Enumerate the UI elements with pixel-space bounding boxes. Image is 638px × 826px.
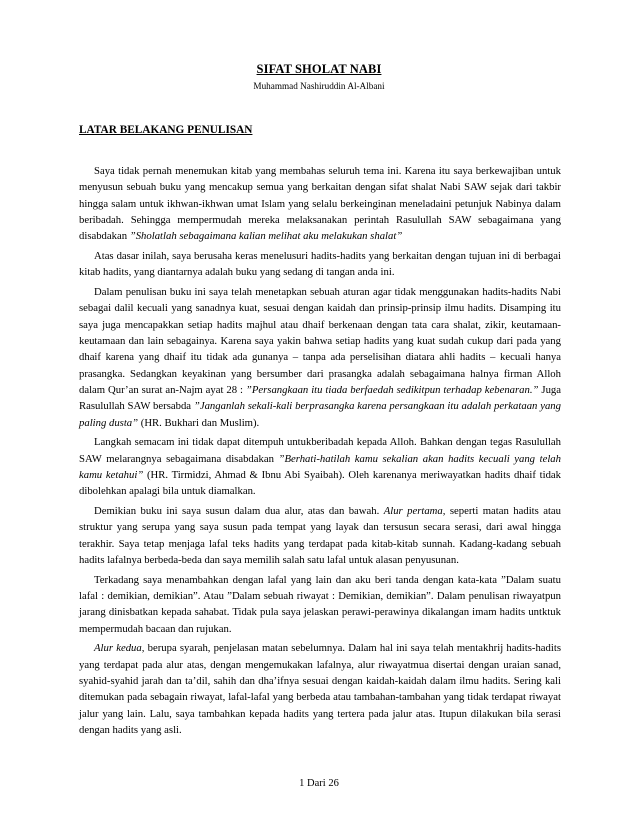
document-author: Muhammad Nashiruddin Al-Albani bbox=[253, 81, 385, 91]
document-title: SIFAT SHOLAT NABI bbox=[256, 62, 382, 76]
text-run: (HR. Bukhari dan Muslim). bbox=[138, 416, 260, 429]
paragraph-7 bbox=[79, 640, 561, 738]
paragraph-3 bbox=[79, 284, 561, 431]
text-run: Dalam penulisan buku ini saya telah menetapkan sebuah aturan agar tidak menggunakan hadits-hadits Nabi sebagai dalil kecuali yang sanadnya kuat, sesuai dengan kaidah dan prinsip-prinsip ilmu hadits. Disamping itu saya juga mencapakkan setiap hadits majhul atau dhaif berkenaan dengan tata cara shalat, zikir, keutamaan-keutamaan dan lain sebagainya. Karena saya yakin bahwa setiap hadits yang kuat sudah cukup dari pada yang dhaif karena yang dhaif itu tidak ada gunanya – tanpa ada perselisihan diatara ahli hadits – kecuali hanya prasangka. Sedangkan keyakinan yang bersumber dari prasangka adalah sebagaimana halnya firman Alloh dalam Qur’an surat an-Najm ayat 28 : bbox=[79, 286, 561, 397]
text-run: Terkadang saya menambahkan dengan lafal yang lain dan aku beri tanda dengan kata-kata ”Dalam suatu lafal : demikian, demikian”. Atau ”Dalam sebuah riwayat : Demikian, demikian”. Dalam penulisan riwayatpun jarang dinisbatkan kepada sahabat. Tidak pula saya jelaskan perawi-perawinya dikalangan imam hadits untktuk mempermudah bacaan dan rujukan. bbox=[79, 573, 561, 635]
text-run: Demikian buku ini saya susun dalam dua alur, atas dan bawah. bbox=[94, 505, 384, 518]
text-run: berupa syarah, penjelasan matan sebelumnya. Dalam hal ini saya telah mentakhrij hadits-hadits yang terdapat pada alur atas, dengan mengemukakan lafalnya, alur riwayatmua disertai dengan uraian sanad, syahid-syahid jarah dan ta’dil, sahih dan dha’ifnya sesuai dengan kaidah-kaidah dalam ilmu hadits. Sering kali ditemukan pada sebagain riwayat, lafal-lafal yang berbeda atau tambahan-tambahan yang tidak terdapat riwayat jalur yang lain. Lalu, saya tambahkan kepada hadits yang tertera pada jalur atas. Itupun dilakukan bila serasi dengan hadits yang asli. bbox=[79, 642, 561, 737]
paragraph-6 bbox=[79, 572, 561, 637]
text-run: Juga Rasulullah SAW bersabda bbox=[79, 384, 562, 413]
text-run: (HR. Tirmidzi, Ahmad & Ibnu Abi Syaibah). Oleh karenanya meriwayatkan hadits dhaif tidak dibolehkan apalagi bila untuk diamalkan. bbox=[79, 469, 561, 498]
document-body bbox=[79, 163, 561, 742]
italic-quote: Alur pertama, bbox=[383, 505, 446, 518]
text-run: seperti matan hadits atau struktur yang serupa yang saya susun pada tempat yang layak dan tersusun secara serasi, dari awal hingga terakhir. Saya tetap menjaga lafal teks hadits yang terdapat pada kitab-kitab sunnah. Kadang-kadang sebuah hadits lafalnya berbeda-beda dan saya memilih salah satu lafal untuk alasan penyusunan. bbox=[79, 505, 562, 567]
paragraph-2 bbox=[79, 248, 561, 281]
italic-quote: ”Persangkaan itu tiada berfaedah sedikitpun terhadap kebenaran.” bbox=[245, 384, 539, 397]
italic-quote: Alur kedua, bbox=[94, 642, 145, 655]
italic-quote: ”Berhati-hatilah kamu sekalian akan hadits kecuali yang telah kamu ketahui” bbox=[79, 452, 561, 482]
text-run: Atas dasar inilah, saya berusaha keras menelusuri hadits-hadits yang berkaitan dengan tujuan ini di berbagai kitab hadits, yang diantarnya adalah buku yang sedang di tangan anda ini. bbox=[79, 250, 561, 279]
paragraph-5 bbox=[79, 503, 561, 568]
paragraph-1 bbox=[79, 163, 561, 245]
text-run: Saya tidak pernah menemukan kitab yang membahas seluruh tema ini. Karena itu saya berkewajiban untuk menyusun sebuah buku yang mencakup semua yang berkaitan dengan sifat shalat Nabi SAW sejak dari takbir hingga salam untuk ikhwan-ikhwan umat Islam yang selalu berkeinginan meneladaini petunjuk Nabinya dalam beribadah. Sehingga mempermudah mereka melaksanakan perintah Rasulullah SAW sebagaimana yang disabdakan bbox=[79, 165, 561, 243]
page-number: 1 Dari 26 bbox=[299, 778, 339, 789]
paragraph-4 bbox=[79, 434, 561, 499]
italic-quote: ”Sholatlah sebagaimana kalian melihat aku melakukan shalat” bbox=[129, 230, 403, 243]
text-run: Langkah semacam ini tidak dapat ditempuh untukberibadah kepada Alloh. Bahkan dengan tegas Rasulullah SAW melarangnya sebagaimana disabdakan bbox=[79, 436, 561, 465]
section-heading: LATAR BELAKANG PENULISAN bbox=[79, 124, 253, 136]
italic-quote: ”Janganlah sekali-kali berprasangka karena persangkaan itu adalah perkataan yang paling dusta” bbox=[79, 400, 561, 429]
